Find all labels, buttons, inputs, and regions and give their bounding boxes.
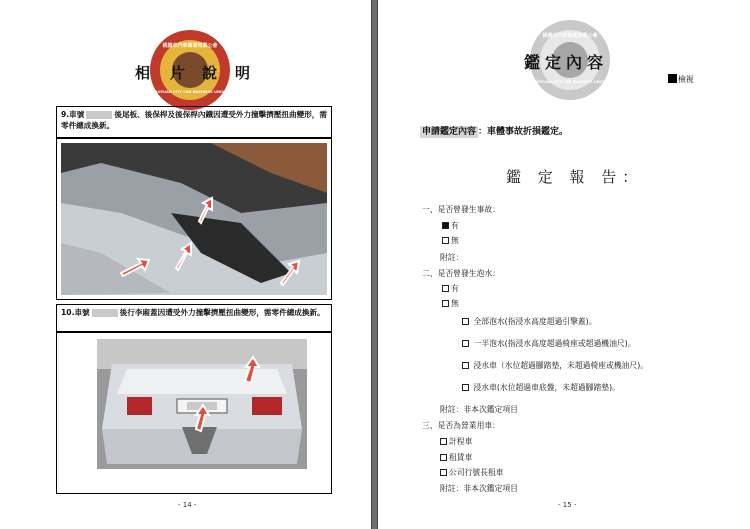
photo-frame-2 [56,332,332,494]
checkbox-icon [462,340,469,347]
checkbox-icon [440,438,447,445]
photo-caption-2: 10.車號 後行李廂蓋因遭受外力撞擊擠壓扭曲變形，需零件總成換新。 [56,304,332,332]
title-char-1: 相 [135,64,151,82]
checkbox-icon [462,318,469,325]
checkbox-icon [442,285,449,292]
checkbox-icon [462,362,469,369]
damaged-trunk-photo [97,339,307,469]
q1-note: 附註： [440,253,464,262]
checkbox-icon [442,300,449,307]
q2-title: 二、是否曾發生泡水： [422,269,500,278]
inspect-label: 檢視 [668,74,694,85]
report-title: 鑑 定 報 告： [506,168,644,186]
q3-title: 三、是否為營業用車： [422,421,500,430]
damaged-rear-panel-photo [61,143,327,295]
q2-note: 附註：非本次鑑定項目 [440,405,518,414]
association-seal: 桃園市汽車商業同業公會 TAOYUAN CITY CAR BUSINESS UNION [530,20,610,100]
title-char-2: 片 [170,64,186,82]
title-char-4: 明 [235,64,251,82]
checkbox-icon [440,469,447,476]
page-title: 鑑定內容 [524,53,609,72]
association-seal: 桃園市汽車商業同業公會 TAOYUAN CITY CAR BUSINESS UNION [150,30,230,110]
q2-sub-2: 一半泡水(指浸水高度超過椅座或超過機油尺)。 [462,338,636,349]
q1-option-no: 無 [442,235,459,246]
checkbox-icon [462,384,469,391]
redacted-plate [92,309,118,317]
q2-option-no: 無 [442,298,459,309]
title-char-3: 說 [202,64,218,82]
checkbox-icon [440,454,447,461]
q3-option-rental: 租賃車 [440,452,472,463]
page-number: - 15 - [558,501,577,509]
right-page [377,0,750,529]
q1-title: 一、是否曾發生事故： [422,205,500,214]
page-number: - 14 - [178,501,197,509]
request-line: 申請鑑定內容 ：車體事故折損鑑定。 [422,127,569,137]
photo-frame-1 [56,138,332,300]
q2-option-yes: 有 [442,283,459,294]
checkbox-icon [442,237,449,244]
q2-sub-4: 浸水車(水位超過車底盤，未超過腳踏墊)。 [462,382,620,393]
left-page [0,0,372,529]
q3-option-lease: 公司行號長租車 [440,467,504,478]
q2-sub-1: 全部泡水(指浸水高度超過引擎蓋)。 [462,316,597,327]
q3-option-taxi: 計程車 [440,436,472,447]
photo-caption-1: 9.車號 後尾板、後保桿及後保桿內鐵因遭受外力撞擊擠壓扭曲變形，需零件總成換新。 [56,106,332,138]
checkbox-checked-icon [442,222,449,229]
redacted-plate [86,111,112,119]
q1-option-yes: 有 [442,220,459,231]
q2-sub-3: 浸水車（水位超過腳踏墊，未超過椅座或機油尺)。 [462,360,648,371]
q3-note: 附註：非本次鑑定項目 [440,484,518,493]
